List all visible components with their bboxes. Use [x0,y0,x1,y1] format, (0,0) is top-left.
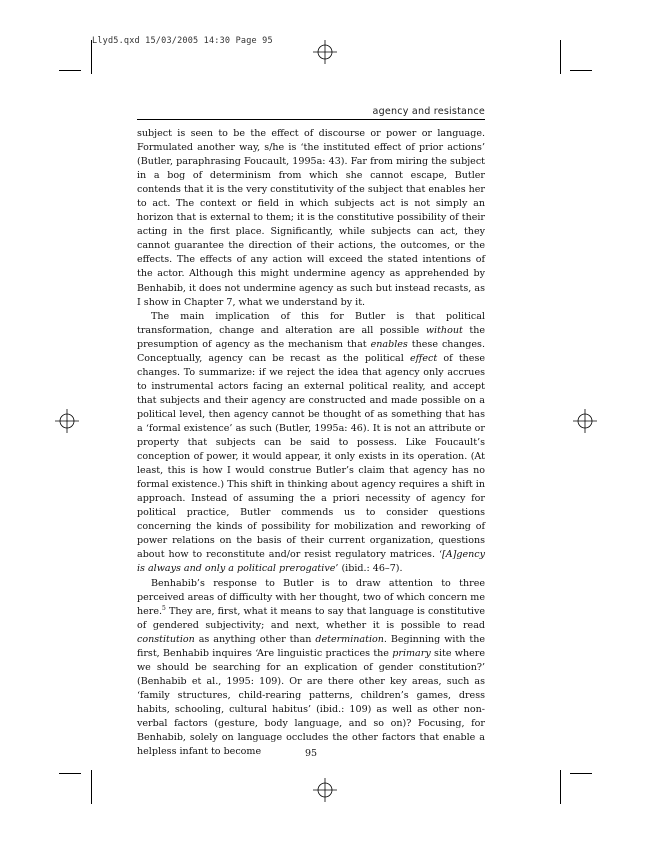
registration-mark-bottom [313,778,337,802]
crop-mark-top-right-vertical [560,40,561,74]
paragraph [137,310,485,577]
crop-mark-top-left-horizontal [59,70,81,71]
page-number: 95 [304,748,318,759]
crop-mark-bottom-left-vertical [91,770,92,804]
print-slug: Llyd5.qxd 15/03/2005 14:30 Page 95 [92,36,273,46]
italic-text: without [425,324,463,336]
text-run: The main implication of this for Butler is that political transformation, change and alteration are all possible [137,310,485,336]
text-run: these changes. Conceptually, agency can be recast as the political [137,338,485,364]
text-run: subject is seen to be the effect of discourse or power or language. Formulated another way, s/he is ‘the instituted effect of prior actions’ (Butler, paraphrasing Foucault, 1995a: 43). Far from miring the subject in a bog of determinism from which she cannot escape, Butler contends that it is the very constitutivity of the subject that enables her to act. The context or field in which subjects act is not simply an horizon that is external to them; it is the constitutive possibility of their acting in the first place. Significantly, while subjects can act, they cannot guarantee the direction of their actions, the outcomes, or the effects. The effects of any action will exceed the stated intentions of the actor. Although this might undermine agency as apprehended by Benhabib, it does not undermine agency as such but instead recasts, as I show in Chapter 7, what we understand by it. [137,128,485,308]
footnote-marker: 5 [162,604,166,612]
text-run: Benhabib’s response to Butler is to draw attention to three perceived areas of difficulty with her thought, two of which concern me here. [137,577,485,617]
crop-mark-bottom-right-vertical [560,770,561,804]
body-text [137,127,485,759]
paragraph [137,127,485,310]
italic-text: constitution [137,633,195,645]
text-run: the presumption of agency as the mechanism that [137,324,486,350]
italic-text: effect [409,352,438,364]
text-run: as anything other than [194,633,316,645]
crop-mark-bottom-right-horizontal [570,773,592,774]
registration-mark-right [573,409,597,433]
crop-mark-bottom-left-horizontal [59,773,81,774]
running-head: agency and resistance [372,106,485,117]
text-run: They are, first, what it means to say that language is constitutive of gendered subjectivity; and next, whether it is possible to read [137,605,485,631]
registration-mark-left [55,409,79,433]
header-rule [137,119,485,120]
italic-text: primary [392,647,431,659]
italic-text: enables [370,338,408,350]
italic-text: [A]gency is always and only a political prerogative [137,549,485,575]
crop-mark-top-left-vertical [91,40,92,74]
registration-mark-top [313,40,337,64]
crop-mark-top-right-horizontal [570,70,592,71]
paragraph [137,577,485,760]
text-run: site where we should be searching for an explication of gender constitution?’ (Benhabib et al., 1995: 109). Or are there other key areas, such as ‘family structures, child-rearing patterns, children’s games, dress habits, schooling, cultural habitus’ (ibid.: 109) as well as other non-verbal factors (gesture, body language, and so on)? Focusing, for Benhabib, solely on language occludes the other factors that enable a helpless infant to become [137,647,485,758]
text-run: of these changes. To summarize: if we reject the idea that agency only accrues to instrumental actors facing an external political reality, and accept that subjects and their agency are constructed and made possible on a political level, then agency cannot be thought of as something that has a ‘formal existence’ as such (Butler, 1995a: 46). It is not an attribute or property that subjects can be said to possess. Like Foucault’s conception of power, it would appear, it only exists in its operation. (At least, this is how I would construe Butler’s claim that agency has no formal existence.) This shift in thinking about agency requires a shift in approach. Instead of assuming the a priori necessity of agency for political practice, Butler commends us to consider questions concerning the kinds of possibility for mobilization and reworking of power relations on the basis of their current organization, questions about how to reconstitute and/or resist regulatory matrices. ‘ [137,352,485,561]
text-run: . Beginning with the first, Benhabib inquires ‘Are linguistic practices the [137,633,485,659]
italic-text: determination [315,633,384,645]
text-run: ’ (ibid.: 46–7). [335,563,403,575]
